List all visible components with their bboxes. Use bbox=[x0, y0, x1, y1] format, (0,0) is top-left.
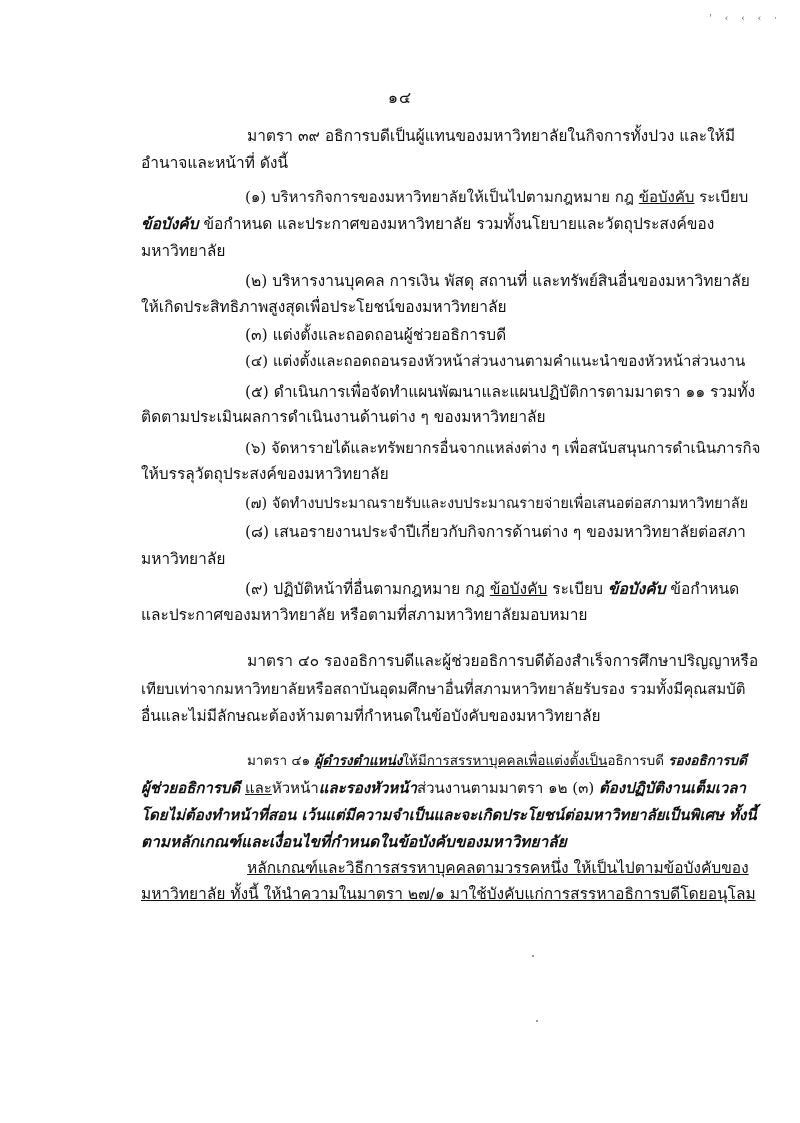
s41-head: หัวหน้า bbox=[271, 779, 319, 797]
s41-l1-president: อธิการบดี bbox=[607, 753, 669, 769]
section39-item1-line3: มหาวิทยาลัย bbox=[141, 242, 226, 260]
section39-item6-line2: ให้บรรลุวัตถุประสงค์ของมหาวิทยาลัย bbox=[141, 465, 389, 483]
item9-text-e: ข้อกำหนด bbox=[665, 580, 740, 598]
item1-text-c: ระเบียบ bbox=[694, 188, 749, 206]
s41-and: และ bbox=[244, 779, 272, 797]
section41-line2 bbox=[141, 777, 746, 799]
s41-struck-position-holder: ผู้ดำรงตำแหน่ง bbox=[314, 753, 403, 769]
scan-speck bbox=[536, 1020, 538, 1022]
s41-assistant-president: ผู้ช่วยอธิการบดี bbox=[141, 779, 241, 797]
s41-full-time: ต้องปฏิบัติงานเต็มเวลา bbox=[599, 779, 746, 797]
section39-item9-line2: และประกาศของมหาวิทยาลัย หรือตามที่สภามหาวิทยาลัยมอบหมาย bbox=[141, 606, 588, 624]
section39-item1-line2 bbox=[141, 213, 714, 235]
item9-inserted-regulation: ข้อบังคับ bbox=[607, 579, 666, 598]
section39-item2-line2: ให้เกิดประสิทธิภาพสูงสุดเพื่อประโยชน์ของมหาวิทยาลัย bbox=[141, 298, 507, 316]
scan-speck bbox=[532, 955, 534, 957]
s41-deputy-head: และรองหัวหน้า bbox=[318, 779, 417, 797]
item1-underlined-regulation: ข้อบังคับ bbox=[638, 188, 695, 206]
s41-vice-president: รองอธิการบดี bbox=[668, 753, 747, 769]
section39-item1-line1 bbox=[245, 186, 748, 208]
page-number: ๑๔ bbox=[387, 88, 413, 107]
section39-item5-line2: ติดตามประเมินผลการดำเนินงานด้านต่าง ๆ ของมหาวิทยาลัย bbox=[141, 408, 546, 426]
item1-text-a: (๑) บริหารกิจการของมหาวิทยาลัยให้เป็นไปตามกฎหมาย กฎ bbox=[245, 188, 639, 206]
s41-l1-a: มาตรา ๔๑ bbox=[247, 753, 315, 769]
section39-item8-line2: มหาวิทยาลัย bbox=[141, 550, 226, 568]
section41-line3: โดยไม่ต้องทำหน้าที่สอน เว้นแต่มีความจำเป็นและจะเกิดประโยชน์ต่อมหาวิทยาลัยเป็นพิเศษ ทั้งนี้ bbox=[141, 806, 757, 824]
section39-item4: (๔) แต่งตั้งและถอดถอนรองหัวหน้าส่วนงานตามคำแนะนำของหัวหน้าส่วนงาน bbox=[245, 352, 746, 370]
section41-paragraph2-line2: มหาวิทยาลัย ทั้งนี้ ให้นำความในมาตรา ๒๗/๑ มาใช้บังคับแก่การสรรหาอธิการบดีโดยอนุโลม bbox=[141, 885, 756, 903]
item1-line2-text: ข้อกำหนด และประกาศของมหาวิทยาลัย รวมทั้งนโยบายและวัตถุประสงค์ของ bbox=[198, 215, 715, 233]
section40-line3: อื่นและไม่มีลักษณะต้องห้ามตามที่กำหนดในข้อบังคับของมหาวิทยาลัย bbox=[141, 707, 601, 725]
section39-item3: (๓) แต่งตั้งและถอดถอนผู้ช่วยอธิการบดี bbox=[245, 326, 507, 344]
section39-item7: (๗) จัดทำงบประมาณรายรับและงบประมาณรายจ่ายเพื่อเสนอต่อสภามหาวิทยาลัย bbox=[245, 496, 749, 512]
item9-underlined-regulation: ข้อบังคับ bbox=[489, 580, 548, 598]
section41-line1 bbox=[247, 750, 747, 772]
section39-item8-line1: (๘) เสนอรายงานประจำปีเกี่ยวกับกิจการด้านต่าง ๆ ของมหาวิทยาลัยต่อสภา bbox=[245, 523, 746, 541]
section39-item6-line1: (๖) จัดหารายได้และทรัพยากรอื่นจากแหล่งต่าง ๆ เพื่อสนับสนุนการดำเนินภารกิจ bbox=[245, 439, 761, 457]
section41-paragraph2-line1: หลักเกณฑ์และวิธีการสรรหาบุคคลตามวรรคหนึ่ง ให้เป็นไปตามข้อบังคับของ bbox=[247, 859, 749, 877]
section39-item5-line1: (๕) ดำเนินการเพื่อจัดทำแผนพัฒนาและแผนปฏิบัติการตามมาตรา ๑๑ รวมทั้ง bbox=[245, 383, 756, 401]
item1-inserted-regulation: ข้อบังคับ bbox=[141, 214, 199, 233]
section39-item2-line1: (๒) บริหารงานบุคคล การเงิน พัสดุ สถานที่ และทรัพย์สินอื่นของมหาวิทยาลัย bbox=[245, 272, 750, 290]
section39-intro-line2: อำนาจและหน้าที่ ดังนี้ bbox=[141, 154, 289, 172]
section40-line1: มาตรา ๔๐ รองอธิการบดีและผู้ช่วยอธิการบดีต้องสำเร็จการศึกษาปริญญาหรือ bbox=[247, 652, 759, 670]
s41-unit-section: ส่วนงานตามมาตรา ๑๒ (๓) bbox=[416, 779, 600, 797]
section40-line2: เทียบเท่าจากมหาวิทยาลัยหรือสถาบันอุดมศึกษาอื่นที่สภามหาวิทยาลัยรับรอง รวมทั้งมีคุณสมบัติ bbox=[141, 680, 746, 698]
s41-recruitment-text: ให้มีการสรรหาบุคคลเพื่อแต่งตั้งเป็น bbox=[402, 753, 608, 769]
item9-text-a: (๙) ปฏิบัติหน้าที่อื่นตามกฎหมาย กฎ bbox=[245, 580, 490, 598]
section41-line4: ตามหลักเกณฑ์และเงื่อนไขที่กำหนดในข้อบังคับของมหาวิทยาลัย bbox=[141, 832, 567, 851]
section39-intro-line1: มาตรา ๓๙ อธิการบดีเป็นผู้แทนของมหาวิทยาลัยในกิจการทั้งปวง และให้มี bbox=[247, 127, 736, 145]
section39-item9-line1 bbox=[245, 578, 739, 600]
item9-text-c: ระเบียบ bbox=[547, 580, 608, 598]
corner-marks: ' ‹ ‹ ‹ · bbox=[709, 14, 782, 24]
